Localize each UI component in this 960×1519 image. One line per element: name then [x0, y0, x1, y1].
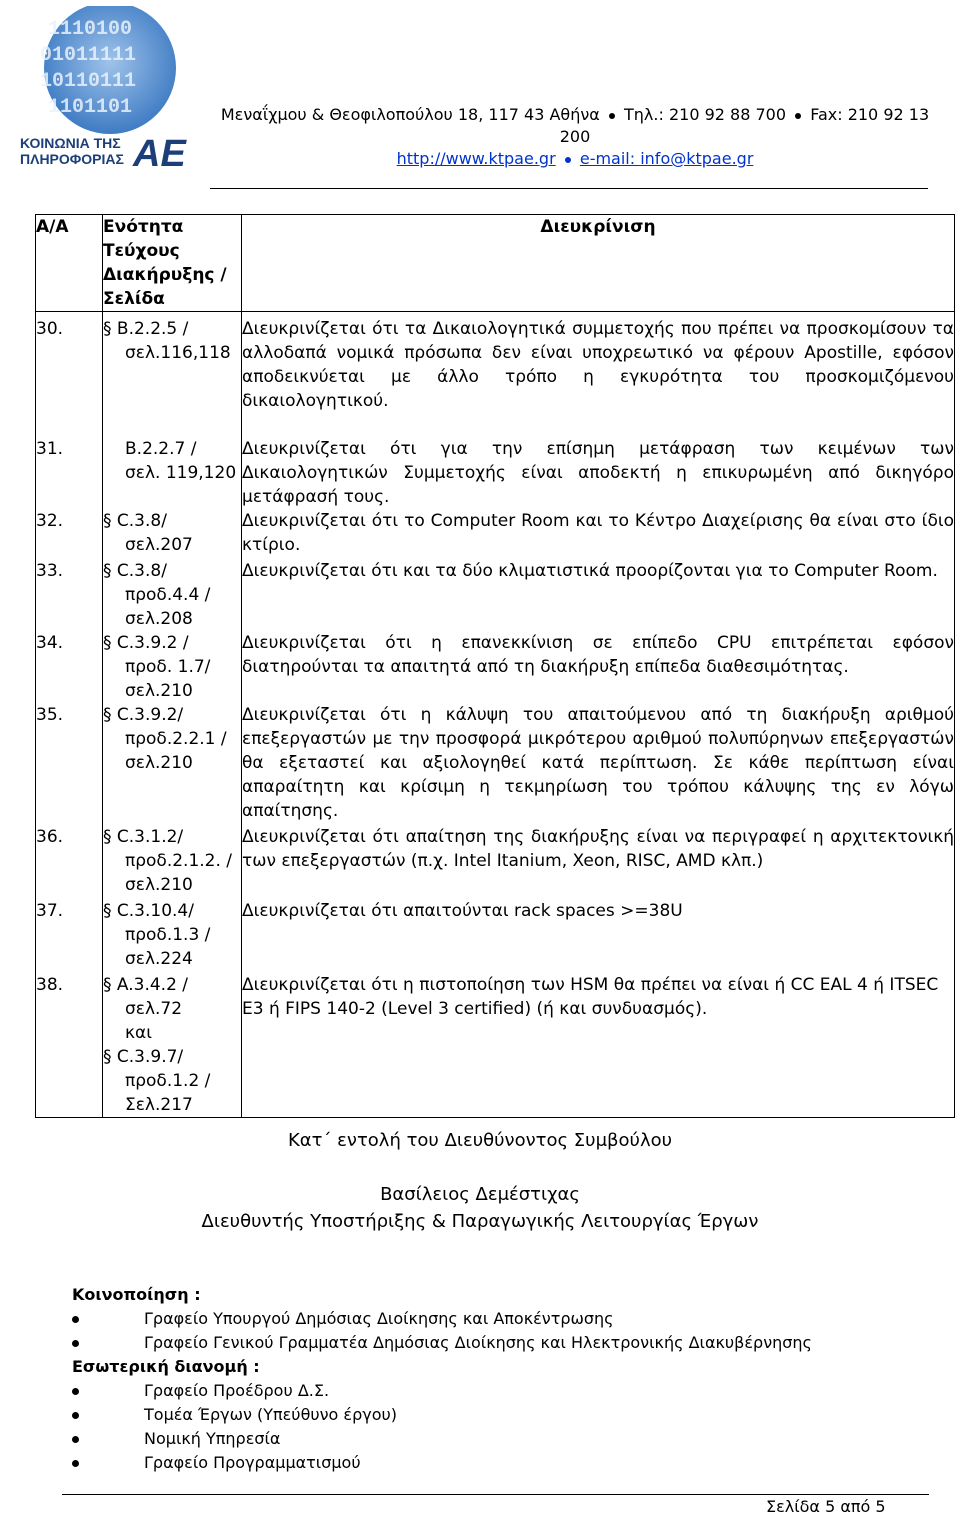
ref-line: προδ.1.2 /: [125, 1071, 211, 1091]
row-num: 37.: [36, 901, 64, 921]
header-address-block: [210, 104, 940, 170]
address: Μεναΐχμου & Θεοφιλοπούλου 18, 117 43 Αθήνα: [220, 105, 600, 124]
notify-list: [72, 1307, 812, 1355]
ref-line: προδ.4.4 /: [125, 585, 211, 605]
svg-text:1110100: 1110100: [48, 18, 133, 41]
list-item: Γραφείο Προγραμματισμού: [72, 1451, 812, 1475]
signature-name: Βασίλειος Δεμέστιχας: [380, 1184, 580, 1205]
row-ref: [103, 973, 241, 1117]
ref-line: § C.3.10.4/: [103, 901, 194, 921]
ref-line: Σελ.217: [125, 1095, 193, 1115]
row-num: 30.: [36, 319, 64, 339]
row-text: Διευκρινίζεται ότι για την επίσημη μετάφραση των κειμένων των Δικαιολογητικών Συμμετοχής είναι αποδεκτή η επικυρωμένη από δικηγόρο μετάφρασή τους.: [242, 439, 954, 507]
contact-links: [210, 148, 940, 170]
row-ref: [103, 317, 241, 437]
internal-heading: Εσωτερική διανομή :: [72, 1357, 260, 1376]
row-num: 33.: [36, 561, 64, 581]
table-body-row: [36, 312, 955, 1118]
row-ref: [103, 437, 241, 509]
row-ref: [103, 509, 241, 559]
notify-heading: Κοινοποίηση :: [72, 1285, 201, 1304]
table-header-row: [36, 215, 955, 312]
ref-line: σελ.210: [125, 681, 193, 701]
header-section: Ενότητα Τεύχους Διακήρυξης / Σελίδα: [103, 215, 242, 312]
ref-line: σελ.210: [125, 753, 193, 773]
address-line: [210, 104, 940, 126]
bullet-dot-icon: [565, 157, 571, 163]
bullet-dot-icon: [795, 113, 801, 119]
row-num: 36.: [36, 827, 64, 847]
row-ref: [103, 703, 241, 825]
ref-line: σελ.207: [125, 535, 193, 555]
ref-line: και: [125, 1023, 152, 1043]
header-aa: Α/Α: [36, 215, 103, 312]
row-text: Διευκρινίζεται ότι και τα δύο κλιματιστικά προορίζονται για το Computer Room.: [242, 561, 938, 581]
email-link[interactable]: e-mail: info@ktpae.gr: [579, 149, 754, 168]
ref-line: § C.3.9.2 /: [103, 633, 189, 653]
svg-text:1101101: 1101101: [48, 96, 133, 119]
ref-line: προδ. 1.7/: [125, 657, 211, 677]
row-text: Διευκρινίζεται ότι η κάλυψη του απαιτούμενου από τη διακήρυξη αριθμού επεξεργαστών με την προσφορά μικρότερου αριθμού πολυπύρηνων επεξεργαστών θα εξεταστεί και αξιολογηθεί κατά περίπτωση. Σε κάθε περίπτωση είναι απαραίτητη και κρίσιμη η τεκμηρίωση του τρόπου κάλυψης της εν λόγω απαίτησης.: [242, 705, 954, 821]
logo-line1: ΚΟΙΝΩΝΙΑ ΤΗΣ: [20, 135, 121, 151]
ref-line: § C.3.1.2/: [103, 827, 184, 847]
ref-line: σελ.72: [125, 999, 183, 1019]
signature-title: Διευθυντής Υποστήριξης & Παραγωγικής Λειτουργίας Έργων: [201, 1211, 759, 1232]
row-ref: [103, 559, 241, 631]
svg-text:10110111: 10110111: [40, 70, 137, 93]
row-num: 35.: [36, 705, 64, 725]
clarifications-table: [35, 214, 955, 1118]
footer-rule: [62, 1494, 929, 1495]
numbers-column: [36, 312, 103, 1118]
ref-line: σελ. 119,120: [125, 463, 237, 483]
internal-list: [72, 1379, 812, 1475]
row-ref: [103, 825, 241, 899]
row-text: Διευκρινίζεται ότι η πιστοποίηση των HSM θα πρέπει να είναι ή CC EAL 4 ή ITSEC E3 ή FIPS 140-2 (Level 3 certified) (ή και συνδυασμός).: [242, 975, 939, 1019]
ref-line: § A.3.4.2 /: [103, 975, 189, 995]
row-text: Διευκρινίζεται ότι η επανεκκίνιση σε επίπεδο CPU επιτρέπεται εφόσον διατηρούνται τα απαιτητά από τη διακήρυξη επίπεδα διαθεσιμότητας.: [242, 633, 954, 677]
list-item: Τομέα Έργων (Υπεύθυνο έργου): [72, 1403, 812, 1427]
fax: Fax: 210 92 13: [810, 105, 930, 124]
distribution-block: [72, 1283, 812, 1475]
ref-line: σελ.208: [125, 609, 193, 629]
row-text: Διευκρινίζεται ότι απαιτούνται rack spaces >=38U: [242, 901, 683, 921]
row-num: 34.: [36, 633, 64, 653]
ref-line: σελ.116,118: [125, 343, 231, 363]
list-item: Γραφείο Προέδρου Δ.Σ.: [72, 1379, 812, 1403]
list-item: Γραφείο Γενικού Γραμματέα Δημόσιας Διοίκησης και Ηλεκτρονικής Διακυβέρνησης: [72, 1331, 812, 1355]
ref-line: προδ.2.1.2. /: [125, 851, 233, 871]
page-number: Σελίδα 5 από 5: [766, 1497, 886, 1516]
ref-line: προδ.2.2.1 /: [125, 729, 227, 749]
ref-line: § C.3.9.2/: [103, 705, 184, 725]
row-num: 32.: [36, 511, 64, 531]
ref-line: Β.2.2.7 /: [125, 439, 197, 459]
svg-text:01011111: 01011111: [40, 44, 137, 67]
fax-continuation: 200: [559, 127, 591, 146]
logo-mark: ΑΕ: [133, 133, 186, 175]
row-text: Διευκρινίζεται ότι απαίτηση της διακήρυξης είναι να περιγραφεί η αρχιτεκτονική των επεξεργαστών (π.χ. Intel Itanium, Xeon, RISC, AMD κλπ.): [242, 827, 954, 871]
header-rule: [210, 188, 928, 189]
references-column: [103, 312, 242, 1118]
ref-line: § C.3.9.7/: [103, 1047, 184, 1067]
clarifications-column: [242, 312, 955, 1118]
ref-line: σελ.210: [125, 875, 193, 895]
ref-line: σελ.224: [125, 949, 193, 969]
ref-line: § Β.2.2.5 /: [103, 319, 189, 339]
telephone: Τηλ.: 210 92 88 700: [624, 105, 787, 124]
row-ref: [103, 631, 241, 703]
header-clarification: Διευκρίνιση: [242, 215, 955, 312]
ref-line: § C.3.8/: [103, 561, 167, 581]
row-text: Διευκρινίζεται ότι το Computer Room και το Κέντρο Διαχείρισης θα είναι στο ίδιο κτίριο.: [242, 511, 954, 555]
row-num: 31.: [36, 439, 64, 459]
website-link[interactable]: http://www.ktpae.gr: [396, 149, 556, 168]
signature-authority: Κατ΄ εντολή του Διευθύνοντος Συμβούλου: [287, 1130, 673, 1151]
row-text: Διευκρινίζεται ότι τα Δικαιολογητικά συμμετοχής που πρέπει να προσκομίσουν τα αλλοδαπά νομικά πρόσωπα δεν είναι υποχρεωτικό να φέρουν Apostille, εφόσον αποδεικνύεται με άλλο τρόπο η εγκυρότητα του προσκομιζόμενου δικαιολογητικού.: [242, 319, 954, 411]
logo-globe-icon: [18, 6, 198, 136]
logo-line2: ΠΛΗΡΟΦΟΡΙΑΣ: [20, 151, 124, 167]
ref-line: § C.3.8/: [103, 511, 167, 531]
row-num: 38.: [36, 975, 64, 995]
bullet-dot-icon: [609, 113, 615, 119]
list-item: Νομική Υπηρεσία: [72, 1427, 812, 1451]
list-item: Γραφείο Υπουργού Δημόσιας Διοίκησης και Αποκέντρωσης: [72, 1307, 812, 1331]
row-ref: [103, 899, 241, 973]
ref-line: προδ.1.3 /: [125, 925, 211, 945]
